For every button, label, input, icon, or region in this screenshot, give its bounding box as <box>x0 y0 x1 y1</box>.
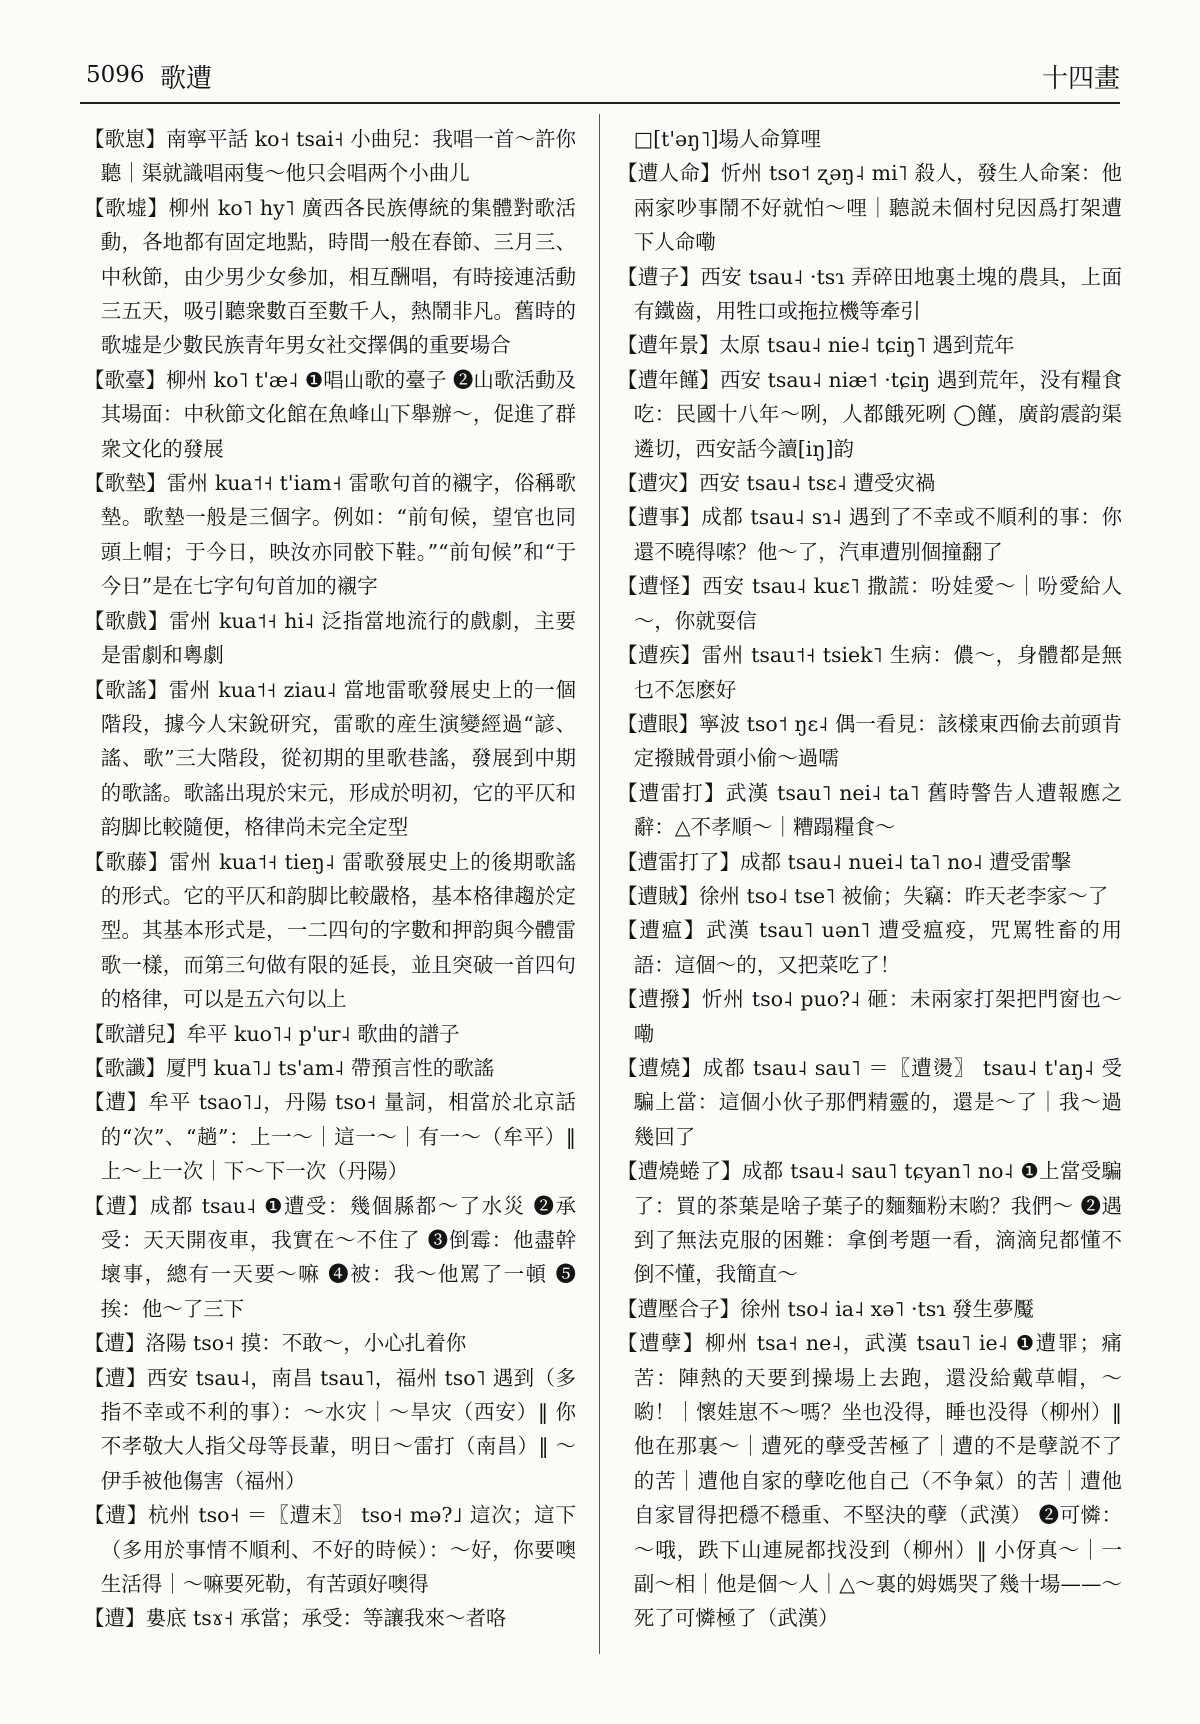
header-rule <box>80 102 1120 104</box>
dictionary-entry: 【歌臺】柳州 ko˥ t'æ˨ ❶唱山歌的臺子 ❷山歌活動及其場面：中秋節文化館在魚峰山下舉辦～，促進了群衆文化的發展 <box>84 367 576 461</box>
dictionary-entry: 【遭灾】西安 tsau˨ tsɛ˨ 遭受灾禍 <box>617 471 936 496</box>
left-column <box>84 122 576 1636</box>
dictionary-entry: 【歌戲】雷州 kua˦˧ hi˨ 泛指當地流行的戲劇，主要是雷劇和粵劇 <box>84 608 576 668</box>
page-header <box>80 56 1120 100</box>
dictionary-entry: 【遭疾】雷州 tsau˦˧ tsiek˥ 生病：儂～，身體都是無乜不怎麽好 <box>617 643 1122 702</box>
dictionary-entry: 【歌譜兒】牟平 kuo˥˨ p'ur˨ 歌曲的譜子 <box>84 1021 460 1046</box>
dictionary-entry: 【遭人命】忻州 tso˦ ʐəŋ˨ mi˥ 殺人，發生人命案：他兩家吵事鬧不好就怕～哩｜聽説未個村兒因爲打架遭下人命嘞 <box>617 161 1122 255</box>
dictionary-entry: 【遭事】成都 tsau˨ sɿ˨ 遇到了不幸或不順利的事：你還不曉得嗦？他～了，汽車遭別個撞翻了 <box>617 505 1122 564</box>
dictionary-entry: 【歌讖】厦門 kua˥˩ ts'am˨ 帶預言性的歌謠 <box>84 1055 495 1080</box>
dictionary-entry: 【歌謠】雷州 kua˦˧ ziau˨ 當地雷歌發展史上的一個階段，據今人宋銳研究，雷歌的産生演變經過“諺、謠、歌”三大階段，從初期的里歌巷謠，發展到中期的歌謠。歌謠出現於宋元，形成於明初，它的平仄和韵脚比較隨便，格律尚未完全定型 <box>84 677 576 840</box>
dictionary-entry: 【歌藤】雷州 kua˦˧ tieŋ˨ 雷歌發展史上的後期歌謠的形式。它的平仄和韵脚比較嚴格，基本格律趨於定型。其基本形式是，一二四句的字數和押韵與今體雷歌一樣，而第三句做有限的延長，並且突破一首四句的格律，可以是五六句以上 <box>84 849 576 1012</box>
entry-continuation: □[t'əŋ˥]場人命算哩 <box>633 127 821 151</box>
dictionary-entry: 【遭眼】寧波 tso˦ ŋɛ˨ 偶一看見：該樣東西偷去前頭肯定撥賊骨頭小偷～過嚅 <box>617 711 1122 771</box>
dictionary-entry: 【遭燒蜷了】成都 tsau˨ sau˥ tɕyan˥ no˨ ❶上當受騙了：買的茶葉是啥子葉子的麵麵粉末喲？我們～ ❷遇到了無法克服的困難：拿倒考題一看，滴滴兒都懂不倒不懂，我簡直～ <box>617 1159 1122 1287</box>
dictionary-entry: 【遭賊】徐州 tso˨ tse˥ 被偷；失竊：昨天老李家～了 <box>617 883 1109 908</box>
section-label: 十四畫 <box>1041 64 1120 94</box>
dictionary-entry: 【遭】杭州 tso˧ ＝〖遭末〗 tso˧ mə?˩ 這次；這下（多用於事情不順利、不好的時候）：～好，你要噢生活得｜～嘛要死勒，有苦頭好噢得 <box>84 1503 576 1597</box>
dictionary-entry: 【遭】婁底 tsɤ˧ 承當；承受：等讓我來～者咯 <box>84 1606 507 1631</box>
dictionary-entry: 【遭撥】忻州 tso˨ puo?˨ 砸：未兩家打架把門窗也～嘞 <box>617 987 1122 1046</box>
header-title: 歌遭 <box>160 64 213 94</box>
dictionary-entry: 【歌崽】南寧平話 ko˧ tsai˧ 小曲兒：我唱一首～許你聽｜渠就識唱兩隻～他只会唱两个小曲儿 <box>84 127 576 186</box>
right-column <box>617 122 1122 1636</box>
dictionary-entry: 【遭燒】成都 tsau˨ sau˥ ＝〖遭燙〗 tsau˨ t'aŋ˨ 受騙上當：這個小伙子那們精靈的，還是～了｜我～過幾回了 <box>617 1055 1122 1149</box>
dictionary-entry: 【遭年饉】西安 tsau˨ niæ˦ ·tɕiŋ 遇到荒年，没有糧食吃：民國十八年～咧，人都餓死咧 ◯饉，廣韵震韵渠遴切，西安話今讀[iŋ]韵 <box>617 367 1122 461</box>
dictionary-entry: 【遭壓合子】徐州 tso˨ ia˨ xə˥ ·tsɿ 發生夢魘 <box>617 1296 1035 1321</box>
dictionary-entry: 【歌墊】雷州 kua˦˧ t'iam˧ 雷歌句首的襯字，俗稱歌墊。歌墊一般是三個字。例如：“前旬候，望官也同頭上帽；于今日，映汝亦同骹下鞋。”“前旬候”和“于今日”是在七字句句首加的襯字 <box>84 471 576 599</box>
dictionary-entry: 【遭雷打了】成都 tsau˨ nuei˨ ta˥ no˨ 遭受雷擊 <box>617 849 1072 874</box>
dictionary-entry: 【遭瘟】武漢 tsau˥ uən˥ 遭受瘟疫，咒罵牲畜的用語：這個～的，又把菜吃了！ <box>617 918 1122 977</box>
page-number: 5096 <box>86 62 145 88</box>
dictionary-entry: 【遭雷打】武漢 tsau˥ nei˨ ta˥ 舊時警告人遭報應之辭：△不孝順～｜糟蹋糧食～ <box>617 780 1122 840</box>
dictionary-entry: 【遭】洛陽 tso˧ 摸：不敢～，小心扎着你 <box>84 1331 467 1356</box>
dictionary-entry: 【遭】西安 tsau˨，南昌 tsau˥，福州 tso˥ 遇到（多指不幸或不利的事）：～水灾｜～旱灾（西安）‖ 你不孝敬大人指父母等長輩，明日～雷打（南昌）‖ ～伊手被他傷害（福州） <box>84 1365 576 1493</box>
dictionary-entry: 【遭】成都 tsau˨ ❶遭受：幾個縣都～了水災 ❷承受：天天開夜車，我實在～不住了 ❸倒霉：他盡幹壞事，總有一天要～嘛 ❹被：我～他罵了一頓 ❺挨：他～了三下 <box>84 1193 576 1321</box>
dictionary-entry: 【遭孽】柳州 tsa˧ ne˨，武漢 tsau˥ ie˨ ❶遭罪；痛苦：陣熱的天要到操場上去跑，還没給戴草帽，～喲！｜懷娃崽不～嗎？坐也没得，睡也没得（柳州）‖ 他在那裏～｜遭死的孽受苦極了｜遭的不是孽説不了的苦｜遭他自家的孽吃他自己（不争氣）的苦｜遭他自家冒得把穩不穩重、不堅決的孽（武漢） ❷可憐：～哦，跌下山連屍都找没到（柳州）‖ 小伢真～｜一副～相｜他是個～人｜△～裏的姆媽哭了幾十場——～死了可憐極了（武漢） <box>617 1331 1122 1631</box>
dictionary-entry: 【歌墟】柳州 ko˥ hy˥ 廣西各民族傳統的集體對歌活動，各地都有固定地點，時間一般在春節、三月三、中秋節，由少男少女參加，相互酬唱，有時接連活動三五天，吸引聽衆數百至數千人，熱鬧非凡。舊時的歌墟是少數民族青年男女社交擇偶的重要場合 <box>84 195 576 358</box>
dictionary-entry: 【遭怪】西安 tsau˨ kuɛ˥ 撒謊：吩娃愛～｜吩愛給人～，你就耍信 <box>617 574 1122 633</box>
column-divider <box>599 114 600 1654</box>
dictionary-entry: 【遭子】西安 tsau˨ ·tsɿ 弄碎田地裏土塊的農具，上面有鐵齒，用牲口或拖拉機等牽引 <box>617 264 1122 324</box>
dictionary-entry: 【遭】牟平 tsao˥˩，丹陽 tso˧ 量詞，相當於北京話的“次”、“趟”：上一～｜這一～｜有一～（牟平）‖ 上～上一次｜下～下一次（丹陽） <box>84 1090 576 1184</box>
dictionary-entry: 【遭年景】太原 tsau˨ nie˨ tɕiŋ˥ 遇到荒年 <box>617 333 1015 358</box>
